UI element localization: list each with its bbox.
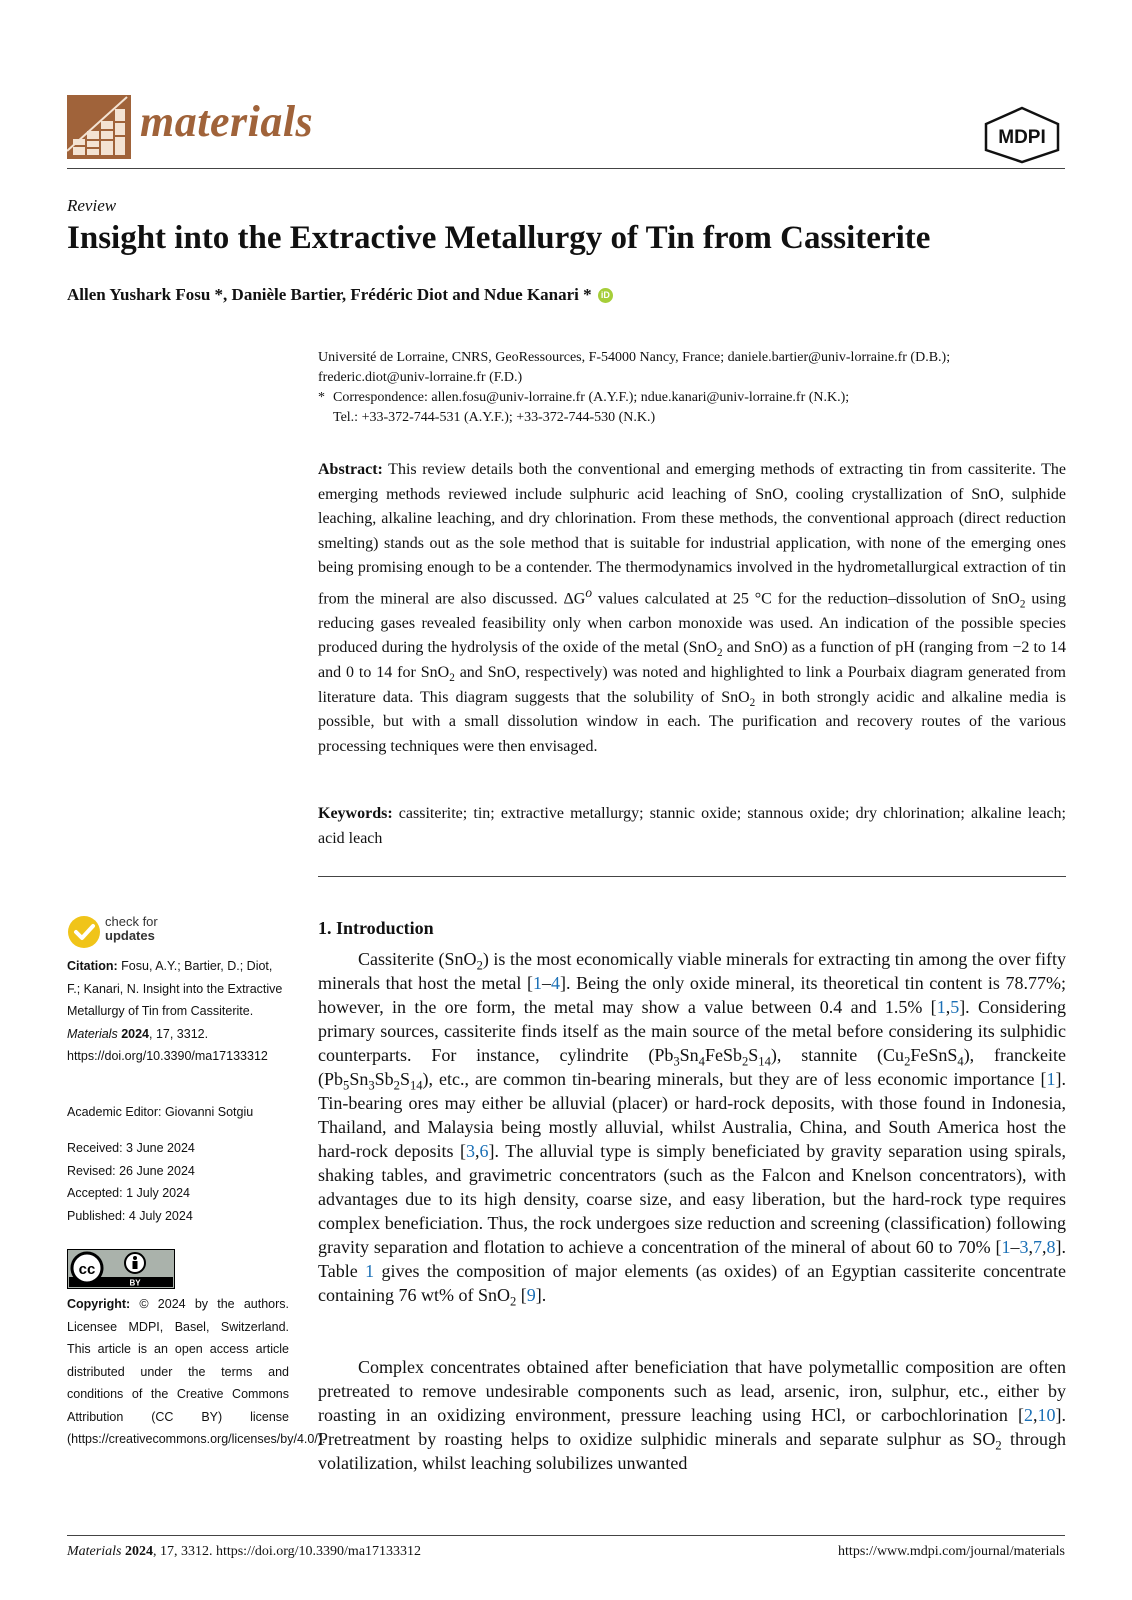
abstract-text: in both strongly acidic and alkaline media is possible, but with a small dissolution window in each. The purification and recovery routes of the various processing techniques were then envisaged. <box>318 688 1067 755</box>
abstract-text: values calculated at 25 °C for the reduction–dissolution of SnO <box>592 590 1020 608</box>
table-link[interactable]: 1 <box>365 1261 375 1281</box>
abstract-divider <box>318 876 1066 877</box>
correspondence-line: Correspondence: allen.fosu@univ-lorraine.fr (A.Y.F.); ndue.kanari@univ-lorraine.fr (N.K.); <box>333 390 850 405</box>
abstract-text: using reducing gases revealed feasibility only when carbon monoxide was used. An indication of the possible species produced during the hydrolysis of the oxide of the metal (SnO <box>318 590 1067 657</box>
received-date: Received: 3 June 2024 <box>67 1141 195 1155</box>
keywords-label: Keywords: <box>318 805 393 822</box>
reference-link[interactable]: 10 <box>1037 1405 1056 1425</box>
reference-link[interactable]: 1 <box>1001 1237 1011 1257</box>
reference-link[interactable]: 3 <box>466 1141 476 1161</box>
footer-doi[interactable]: , 17, 3312. https://doi.org/10.3390/ma17133312 <box>152 1544 422 1559</box>
abstract-label: Abstract: <box>318 461 383 478</box>
svg-text:cc: cc <box>78 1261 96 1278</box>
publication-dates <box>67 1137 289 1227</box>
reference-link[interactable]: 8 <box>1046 1237 1056 1257</box>
reference-link[interactable]: 2 <box>1024 1405 1033 1425</box>
footer-journal-url[interactable]: https://www.mdpi.com/journal/materials <box>838 1544 1065 1559</box>
author-list <box>67 285 613 305</box>
reference-link[interactable]: 6 <box>479 1141 489 1161</box>
publisher-name: MDPI <box>998 127 1046 148</box>
citation-text: Fosu, A.Y.; Bartier, D.; Diot, F.; Kanari, N. Insight into the Extractive Metallurgy of Tin from Cassiterite. <box>67 959 283 1018</box>
journal-name: materials <box>140 97 314 146</box>
academic-editor: Academic Editor: Giovanni Sotgiu <box>67 1105 254 1119</box>
reference-link[interactable]: 1 <box>936 997 946 1017</box>
reference-link[interactable]: 1 <box>1046 1069 1056 1089</box>
authors-text: Allen Yushark Fosu *, Danièle Bartier, Frédéric Diot and Ndue Kanari * <box>67 285 592 304</box>
abstract-text: and SnO) as a function of pH (ranging from −2 to 14 and 0 to 14 for SnO <box>318 639 1067 682</box>
article-type: Review <box>67 196 117 215</box>
keywords <box>318 802 1066 851</box>
journal-logo-icon <box>67 95 131 159</box>
cc-by-license-icon[interactable] <box>67 1249 175 1289</box>
reference-link[interactable]: 4 <box>550 973 560 993</box>
mdpi-logo-icon[interactable] <box>982 106 1062 164</box>
reference-link[interactable]: 5 <box>950 997 960 1017</box>
accepted-date: Accepted: 1 July 2024 <box>67 1186 190 1200</box>
revised-date: Revised: 26 June 2024 <box>67 1163 195 1178</box>
orcid-icon[interactable]: iD <box>598 288 613 303</box>
header-divider <box>67 168 1065 169</box>
reference-link[interactable]: 3 <box>1019 1237 1029 1257</box>
affiliation-line: frederic.diot@univ-lorraine.fr (F.D.) <box>318 370 523 385</box>
subscript: 2 <box>1019 598 1026 611</box>
intro-paragraph: Cassiterite (SnO$_2$) is the most economically viable minerals for extracting tin among the over fifty minerals that host the metal [1–4]. Being the only oxide mineral, its theoretical tin content is 78.77%; however, in the ore form, the metal may show a value between 0.4 and 1.5% [1,5]. Considering primary sources, cassiterite finds itself as the main source of the metal before considering its sulphidic counterparts. For instance, cylindrite $(Pb_3Sn_4FeSb_2S_{14})$, stannite $(Cu_2FeSnS_4)$, franckeite $(Pb_5Sn_3Sb_2S_{14})$, etc., are common tin-bearing minerals, but they are of less economic importance [1]. Tin-bearing ores may either be alluvial (placer) or hard-rock deposits, with those found in Indonesia, Thailand, and Malaysia being mostly alluvial, whilst Australia, China, and South America host the hard-rock deposits [3,6]. The alluvial type is simply beneficiated by gravity separation using spirals, shaking tables, and gravimetric concentrators (such as the Falcon and Knelson concentrators), with advantages due to its high density, coarse size, and easy liberation, but the hard-rock type requires complex beneficiation. Thus, the rock undergoes size reduction and screening (classification) following gravity separation and flotation to achieve a concentration of the mineral of about 60 to 70% [1–3,7,8]. Table 1 gives the composition of major elements (as oxides) of an Egyptian cassiterite concentrate containing 76 wt% of SnO$_2$ [9]. <box>318 949 1067 1309</box>
published-date: Published: 4 July 2024 <box>67 1208 193 1223</box>
abstract <box>318 458 1066 759</box>
reference-link[interactable]: 9 <box>526 1285 536 1305</box>
footer-divider <box>67 1535 1065 1536</box>
citation-label: Citation: <box>67 959 118 973</box>
footer-journal: Materials <box>67 1544 122 1559</box>
copyright <box>67 1293 326 1451</box>
keywords-text: cassiterite; tin; extractive metallurgy; stannic oxide; stannous oxide; dry chlorination; alkaline leach; acid leach <box>318 805 1066 847</box>
article-title: Insight into the Extractive Metallurgy of Tin from Cassiterite <box>67 220 931 256</box>
subscript: 2 <box>449 672 455 685</box>
abstract-text: This review details both the conventional and emerging methods of extracting tin from cassiterite. The emerging methods reviewed include sulphuric acid leaching of SnO, cooling crystallization of SnO, sulphide leaching, alkaline leaching, and dry chlorination. From these methods, the conventional approach (direct reduction smelting) stands out as the sole method that is suitable for industrial application, with none of the emerging ones being promising enough to be a contender. The thermodynamics involved in the hydrometallurgical extraction of tin from the mineral are also discussed. ΔG <box>318 461 1066 608</box>
cc-badge-text: BY <box>129 1278 141 1288</box>
subscript: 2 <box>717 647 723 660</box>
footer-year: 2024 <box>124 1544 153 1559</box>
intro-paragraph: Complex concentrates obtained after beneficiation that have polymetallic composition are often pretreated to remove undesirable components such as lead, arsenic, iron, sulphur, etc., either by roasting in an oxidizing environment, pressure leaching using HCl, or carbochlorination [2,10]. Pretreatment by roasting helps to oxidize sulphidic minerals and separate sulphur as $SO_2$ through volatilization, whilst leaching solubilizes unwanted <box>318 1357 1066 1473</box>
citation-journal: Materials <box>67 1026 118 1041</box>
correspondence-marker: * <box>318 390 325 405</box>
affiliation <box>318 348 1078 388</box>
copyright-label: Copyright: <box>67 1297 131 1311</box>
check-for-updates-button[interactable] <box>67 915 267 951</box>
abstract-sup: o <box>585 584 592 600</box>
correspondence-line: Tel.: +33-372-744-531 (A.Y.F.); +33-372-744-530 (N.K.) <box>333 410 656 425</box>
copyright-text: © 2024 by the authors. Licensee MDPI, Basel, Switzerland. This article is an open access article distributed under the terms and conditions of the Creative Commons Attribution (CC BY) license (https://creativecommons.org/licenses/by/4.0/). <box>67 1297 326 1446</box>
check-updates-line2: updates <box>105 928 155 943</box>
section-heading: 1. Introduction <box>318 918 434 938</box>
abstract-text: and SnO, respectively) was noted and highlighted to link a Pourbaix diagram generated from literature data. This diagram suggests that the solubility of SnO <box>318 664 1067 706</box>
subscript: 2 <box>749 696 756 709</box>
footer-citation <box>67 1544 421 1560</box>
check-updates-icon <box>67 915 101 949</box>
citation <box>67 955 289 1068</box>
citation-year: 2024 <box>121 1026 150 1041</box>
reference-link[interactable]: 1 <box>532 973 542 993</box>
reference-link[interactable]: 7 <box>1033 1237 1042 1257</box>
correspondence <box>318 388 1078 428</box>
check-updates-line1: check for <box>105 914 158 929</box>
affiliation-line: Université de Lorraine, CNRS, GeoRessources, F-54000 Nancy, France; daniele.bartier@univ-lorraine.fr (D.B.); <box>318 350 951 365</box>
citation-doi[interactable]: , 17, 3312. https://doi.org/10.3390/ma17133312 <box>67 1026 268 1063</box>
